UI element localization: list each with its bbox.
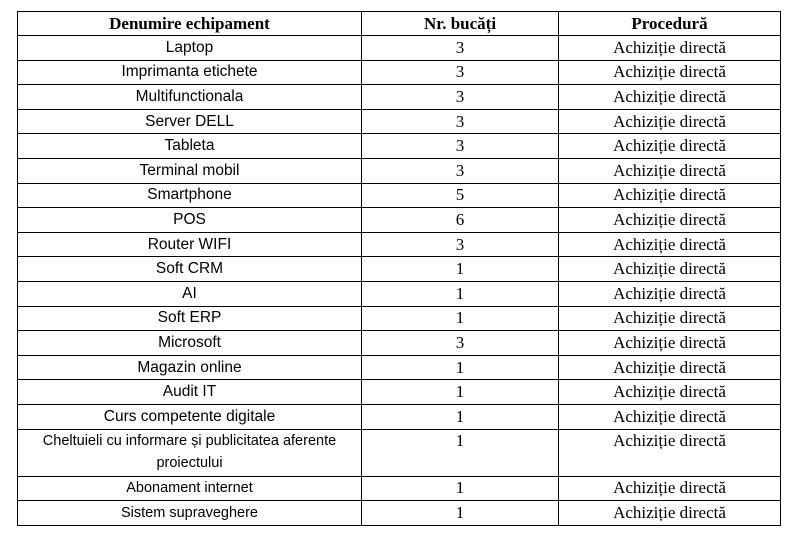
quantity: 6 [362, 208, 559, 233]
table-row [18, 183, 781, 208]
equipment-name: Microsoft [18, 331, 362, 356]
equipment-name: Laptop [18, 36, 362, 61]
table-row [18, 429, 781, 476]
header-row [18, 12, 781, 36]
table-row [18, 208, 781, 233]
procedure: Achiziție directă [559, 429, 781, 476]
procedure: Achiziție directă [559, 331, 781, 356]
table-row [18, 60, 781, 85]
procedure: Achiziție directă [559, 257, 781, 282]
equipment-name: Soft ERP [18, 306, 362, 331]
procedure: Achiziție directă [559, 109, 781, 134]
quantity: 1 [362, 476, 559, 501]
equipment-name: Cheltuieli cu informare și publicitatea aferente proiectului [18, 429, 362, 476]
procedure: Achiziție directă [559, 380, 781, 405]
quantity: 1 [362, 501, 559, 526]
table-row [18, 306, 781, 331]
procedure: Achiziție directă [559, 208, 781, 233]
quantity: 1 [362, 404, 559, 429]
quantity: 1 [362, 306, 559, 331]
equipment-name: Tableta [18, 134, 362, 159]
quantity: 1 [362, 257, 559, 282]
procedure: Achiziție directă [559, 501, 781, 526]
procedure: Achiziție directă [559, 134, 781, 159]
equipment-name: Multifunctionala [18, 85, 362, 110]
quantity: 3 [362, 60, 559, 85]
procedure: Achiziție directă [559, 306, 781, 331]
equipment-name: Imprimanta etichete [18, 60, 362, 85]
table-row [18, 158, 781, 183]
procedure: Achiziție directă [559, 158, 781, 183]
table-row [18, 380, 781, 405]
equipment-name: Smartphone [18, 183, 362, 208]
equipment-table [17, 11, 781, 526]
equipment-name: AI [18, 281, 362, 306]
procedure: Achiziție directă [559, 36, 781, 61]
table-row [18, 331, 781, 356]
quantity: 1 [362, 429, 559, 476]
equipment-name: Abonament internet [18, 476, 362, 501]
table-row [18, 404, 781, 429]
table-row [18, 36, 781, 61]
procedure: Achiziție directă [559, 281, 781, 306]
equipment-name: Sistem supraveghere [18, 501, 362, 526]
procedure: Achiziție directă [559, 85, 781, 110]
quantity: 3 [362, 232, 559, 257]
equipment-name: Server DELL [18, 109, 362, 134]
quantity: 1 [362, 281, 559, 306]
quantity: 1 [362, 380, 559, 405]
procedure: Achiziție directă [559, 183, 781, 208]
equipment-name: Soft CRM [18, 257, 362, 282]
header-procedure: Procedură [559, 12, 781, 36]
equipment-name: Terminal mobil [18, 158, 362, 183]
quantity: 3 [362, 158, 559, 183]
equipment-name: Magazin online [18, 355, 362, 380]
quantity: 3 [362, 134, 559, 159]
equipment-name: Router WIFI [18, 232, 362, 257]
quantity: 3 [362, 85, 559, 110]
table-row [18, 281, 781, 306]
equipment-name: POS [18, 208, 362, 233]
procedure: Achiziție directă [559, 476, 781, 501]
table-row [18, 85, 781, 110]
quantity: 3 [362, 36, 559, 61]
procedure: Achiziție directă [559, 232, 781, 257]
quantity: 5 [362, 183, 559, 208]
table-row [18, 257, 781, 282]
header-equipment-name: Denumire echipament [18, 12, 362, 36]
procedure: Achiziție directă [559, 60, 781, 85]
table-row [18, 232, 781, 257]
quantity: 3 [362, 331, 559, 356]
procedure: Achiziție directă [559, 404, 781, 429]
header-quantity: Nr. bucăți [362, 12, 559, 36]
equipment-name: Curs competente digitale [18, 404, 362, 429]
table-row [18, 109, 781, 134]
quantity: 1 [362, 355, 559, 380]
procedure: Achiziție directă [559, 355, 781, 380]
table-row [18, 355, 781, 380]
equipment-name: Audit IT [18, 380, 362, 405]
table-row [18, 476, 781, 501]
table-row [18, 134, 781, 159]
quantity: 3 [362, 109, 559, 134]
table-row [18, 501, 781, 526]
